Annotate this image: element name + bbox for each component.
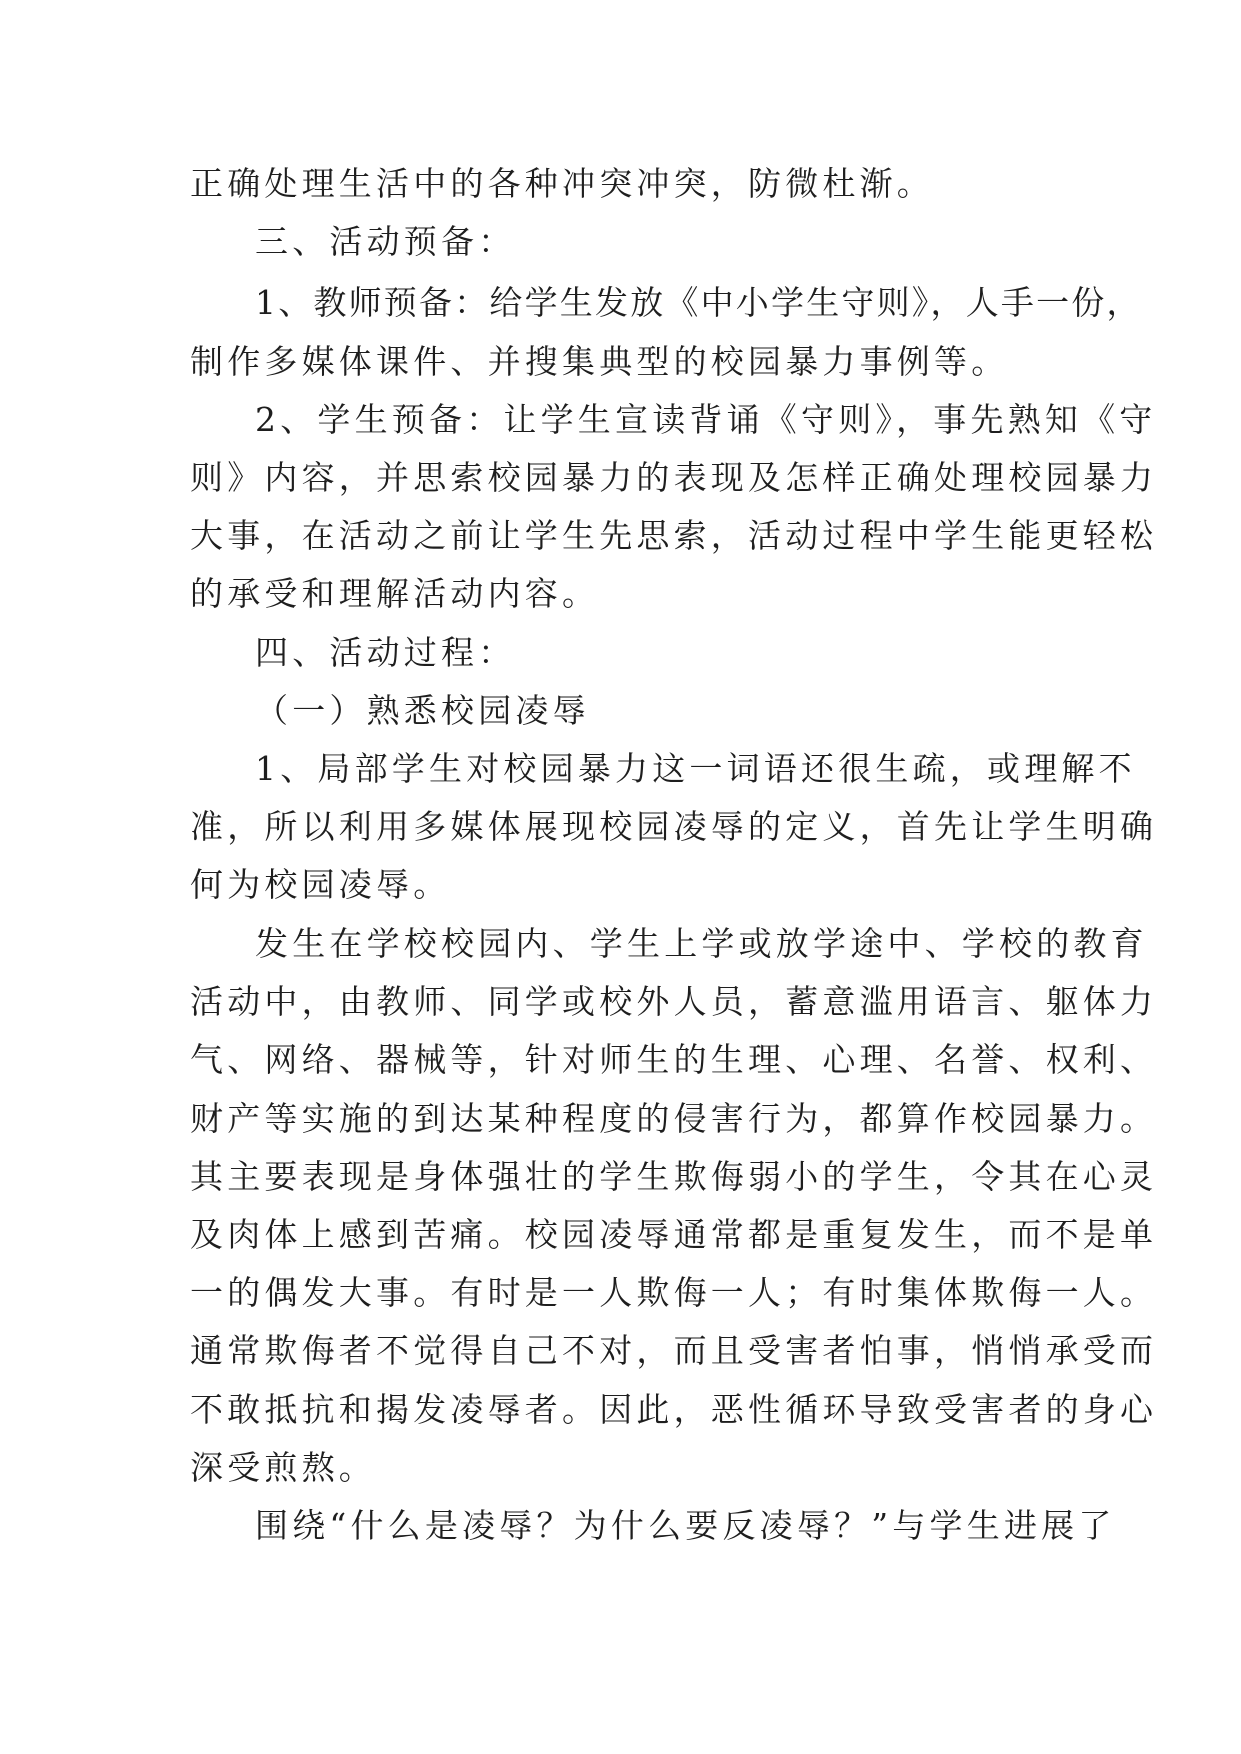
text-line: 发生在学校校园内、学生上学或放学途中、学校的教育: [255, 924, 1148, 963]
section-heading-preparation: 三、活动预备：: [255, 222, 516, 261]
text-line: 通常欺侮者不觉得自己不对，而且受害者怕事，悄悄承受而: [190, 1331, 1158, 1370]
text-line: 财产等实施的到达某种程度的侵害行为，都算作校园暴力。: [190, 1099, 1158, 1138]
text-line: 深受煎熬。: [190, 1448, 376, 1487]
subsection-heading: （一）熟悉校园凌辱: [255, 691, 590, 730]
text-line: 准，所以利用多媒体展现校园凌辱的定义，首先让学生明确: [190, 807, 1158, 846]
text-line: 正确处理生活中的各种冲突冲突，防微杜渐。: [190, 164, 934, 203]
text-line: 2、学生预备：让学生宣读背诵《守则》，事先熟知《守: [255, 400, 1157, 439]
text-line: 大事，在活动之前让学生先思索，活动过程中学生能更轻松: [190, 516, 1158, 555]
text-line: 1、教师预备：给学生发放《中小学生守则》，人手一份，: [255, 283, 1142, 322]
text-line: 制作多媒体课件、并搜集典型的校园暴力事例等。: [190, 342, 1009, 381]
text-line: 气、网络、器械等，针对师生的生理、心理、名誉、权利、: [190, 1040, 1158, 1079]
text-line: 其主要表现是身体强壮的学生欺侮弱小的学生，令其在心灵: [190, 1157, 1158, 1196]
text-line: 活动中，由教师、同学或校外人员，蓄意滥用语言、躯体力: [190, 982, 1158, 1021]
text-line: 围绕“什么是凌辱？为什么要反凌辱？”与学生进展了: [255, 1506, 1116, 1545]
text-line: 何为校园凌辱。: [190, 865, 451, 904]
text-line: 及肉体上感到苦痛。校园凌辱通常都是重复发生，而不是单: [190, 1215, 1158, 1254]
text-line: 1、局部学生对校园暴力这一词语还很生疏，或理解不: [255, 749, 1136, 788]
section-heading-process: 四、活动过程：: [255, 633, 516, 672]
text-line: 不敢抵抗和揭发凌辱者。因此，恶性循环导致受害者的身心: [190, 1390, 1158, 1429]
text-line: 则》内容，并思索校园暴力的表现及怎样正确处理校园暴力: [190, 458, 1158, 497]
text-line: 一的偶发大事。有时是一人欺侮一人；有时集体欺侮一人。: [190, 1273, 1158, 1312]
text-line: 的承受和理解活动内容。: [190, 574, 600, 613]
